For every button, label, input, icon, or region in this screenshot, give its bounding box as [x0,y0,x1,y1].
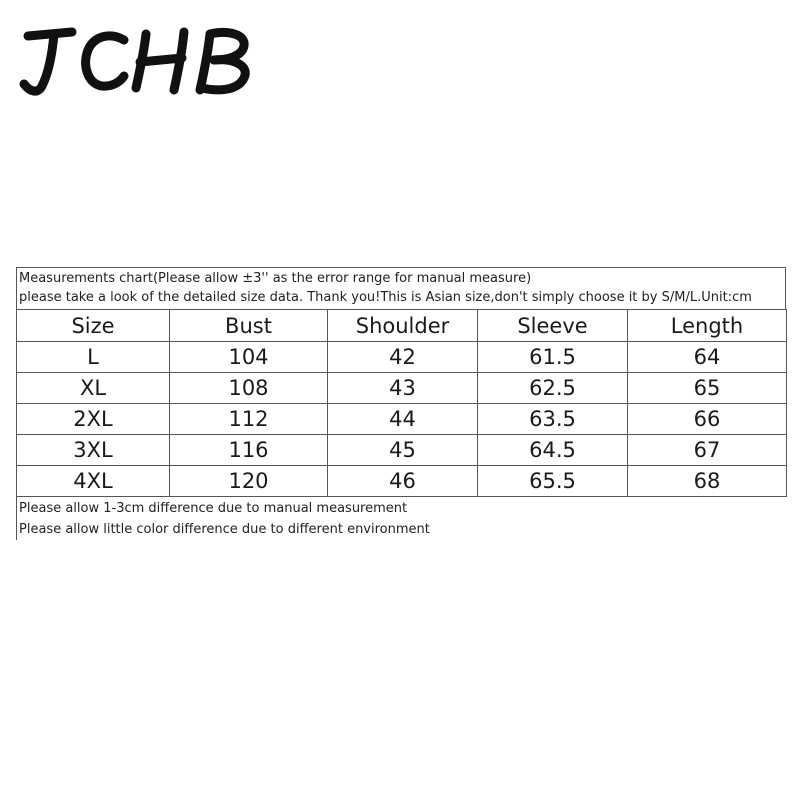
table-row [17,466,787,497]
column-header-sleeve: Sleeve [478,310,628,342]
cell-bust: 104 [170,342,328,373]
cell-size: L [17,342,170,373]
cell-bust: 120 [170,466,328,497]
column-header-shoulder: Shoulder [328,310,478,342]
footer-notes [16,497,786,540]
column-header-bust: Bust [170,310,328,342]
column-header-size: Size [17,310,170,342]
column-header-length: Length [628,310,787,342]
cell-length: 66 [628,404,787,435]
cell-sleeve: 62.5 [478,373,628,404]
cell-sleeve: 63.5 [478,404,628,435]
cell-bust: 116 [170,435,328,466]
chart-header [16,267,786,309]
header-line-2: please take a look of the detailed size data. Thank you!This is Asian size,don't simply choose it by S/M/L.Unit:cm [19,290,752,305]
table-row [17,373,787,404]
measurement-sheet [16,267,786,540]
brand-logo [14,22,254,102]
table-header-row [17,310,787,342]
cell-shoulder: 45 [328,435,478,466]
cell-bust: 112 [170,404,328,435]
cell-shoulder: 43 [328,373,478,404]
cell-size: 2XL [17,404,170,435]
cell-length: 68 [628,466,787,497]
cell-length: 64 [628,342,787,373]
cell-sleeve: 65.5 [478,466,628,497]
table-row [17,404,787,435]
jchb-logo-icon [14,22,254,102]
table-row [17,342,787,373]
table-row [17,435,787,466]
footer-note-1: Please allow 1-3cm difference due to manual measurement [19,501,408,516]
footer-note-2: Please allow little color difference due to different environment [19,522,430,537]
cell-bust: 108 [170,373,328,404]
cell-sleeve: 64.5 [478,435,628,466]
cell-shoulder: 44 [328,404,478,435]
cell-shoulder: 42 [328,342,478,373]
cell-size: 4XL [17,466,170,497]
cell-length: 67 [628,435,787,466]
cell-shoulder: 46 [328,466,478,497]
header-line-1: Measurements chart(Please allow ±3'' as the error range for manual measure) [19,271,532,286]
size-table [16,309,787,497]
cell-length: 65 [628,373,787,404]
cell-sleeve: 61.5 [478,342,628,373]
cell-size: 3XL [17,435,170,466]
cell-size: XL [17,373,170,404]
